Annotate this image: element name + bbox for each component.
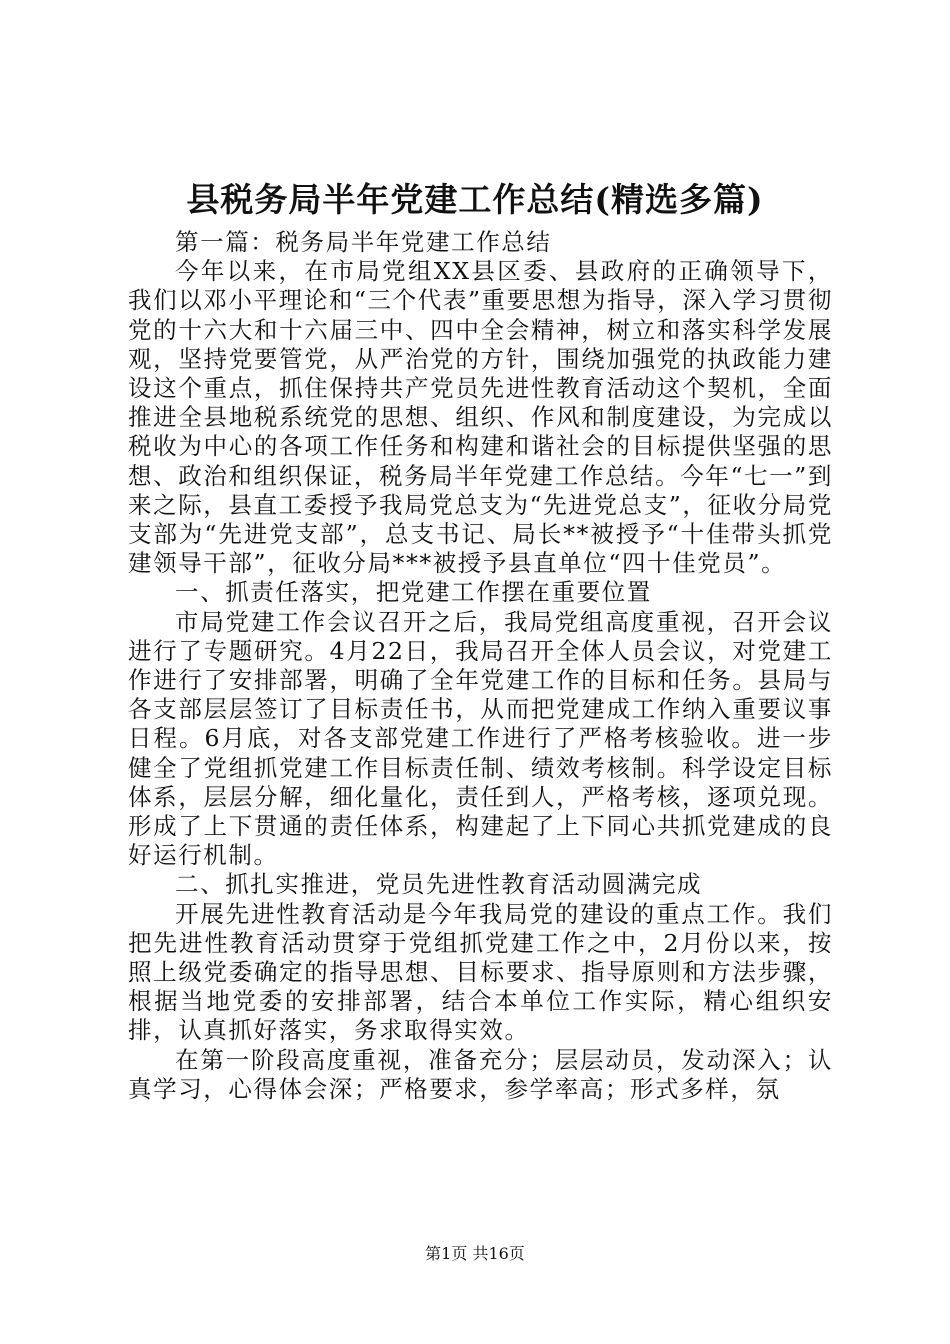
section-heading: 二、抓扎实推进，党员先进性教育活动圆满完成 (175, 870, 703, 899)
section-heading: 一、抓责任落实，把党建工作摆在重要位置 (175, 578, 652, 607)
section-heading: 第一篇：税务局半年党建工作总结 (175, 228, 552, 256)
body-paragraph: 今年以来，在市局党组XX县区委、县政府的正确领导下，我们以邓小平理论和“三个代表”重要思想为指导，深入学习贯彻党的十六大和十六届三中、四中全会精神，树立和落实科学发展观，坚持党要管党，从严治党的方针，围绕加强党的执政能力建设这个重点，抓住保持共产党员先进性教育活动这个契机，全面推进全县地税系统党的思想、组织、作风和制度建设，为完成以税收为中心的各项工作任务和构建和谐社会的目标提供坚强的思想、政治和组织保证，税务局半年党建工作总结。今年“七一”到来之际，县直工委授予我局党总支为“先进党总支”，征收分局党支部为“先进党支部”，总支书记、局长**被授予“十佳带头抓党建领导干部”，征收分局***被授予县直单位“四十佳党员”。 (128, 257, 833, 578)
body-paragraph: 市局党建工作会议召开之后，我局党组高度重视，召开会议进行了专题研究。4月22日，我局召开全体人员会议，对党建工作进行了安排部署，明确了全年党建工作的目标和任务。县局与各支部层层签订了目标责任书，从而把党建成工作纳入重要议事日程。6月底，对各支部党建工作进行了严格考核验收。进一步健全了党组抓党建工作目标责任制、绩效考核制。科学设定目标体系，层层分解，细化量化，责任到人，严格考核，逐项兑现。形成了上下贯通的责任体系，构建起了上下同心共抓党建成的良好运行机制。 (128, 607, 833, 870)
body-paragraph: 开展先进性教育活动是今年我局党的建设的重点工作。我们把先进性教育活动贯穿于党组抓党建工作之中，2月份以来，按照上级党委确定的指导思想、目标要求、指导原则和方法步骤，根据当地党委的安排部署，结合本单位工作实际，精心组织安排，认真抓好落实，务求取得实效。 (128, 899, 833, 1045)
page-number-footer: 第1页 共16页 (425, 1244, 525, 1263)
document-body (128, 228, 833, 1104)
document-title: 县税务局半年党建工作总结(精选多篇) (186, 180, 764, 219)
body-paragraph: 在第一阶段高度重视，准备充分；层层动员，发动深入；认真学习，心得体会深；严格要求，参学率高；形式多样，氛 (128, 1045, 833, 1103)
